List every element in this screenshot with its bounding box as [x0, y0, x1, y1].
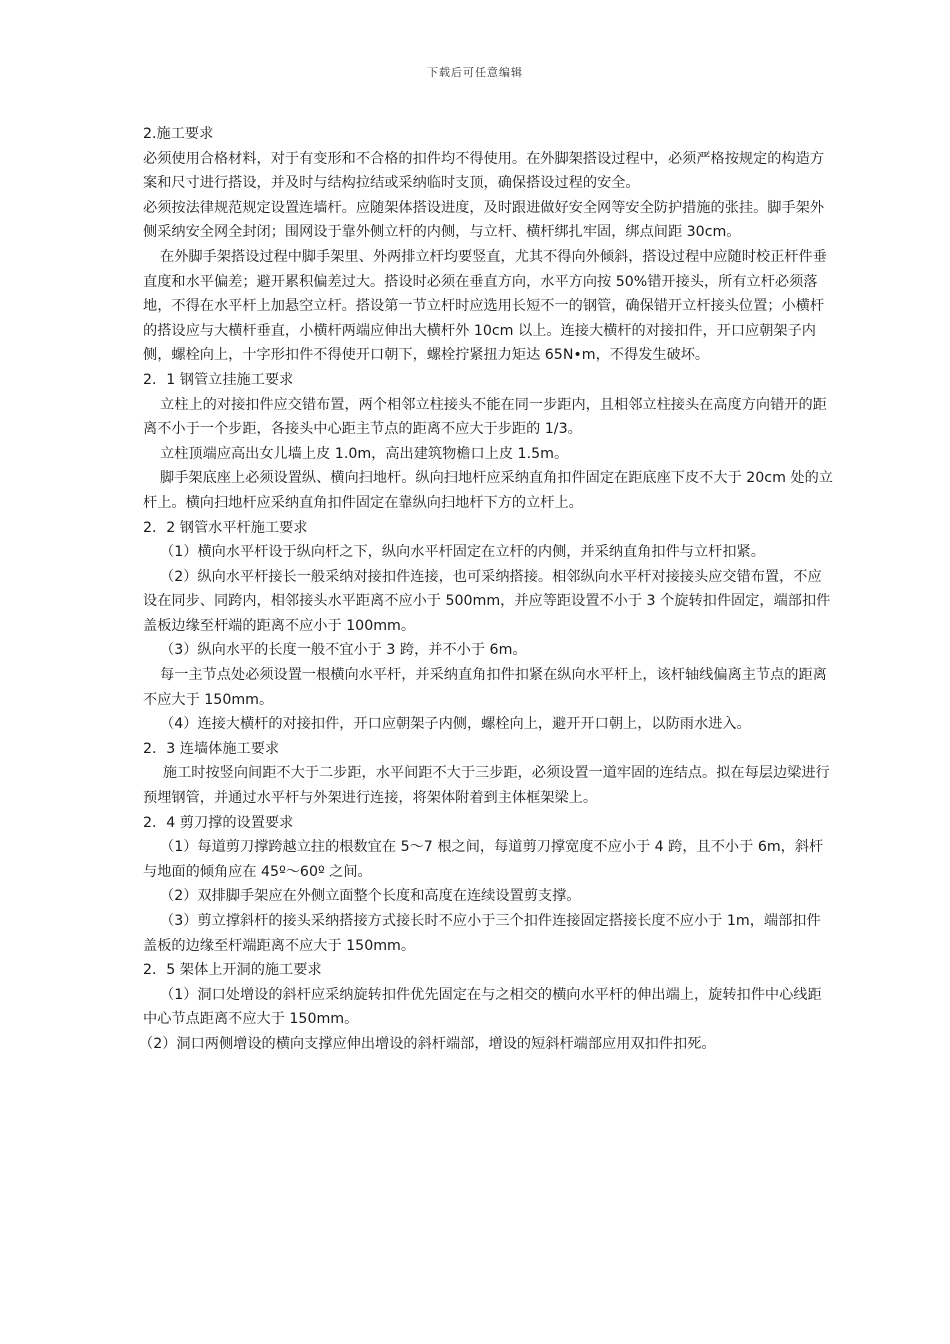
- list-item: （2）双排脚手架应在外侧立面整个长度和高度在连续设置剪支撑。: [160, 888, 581, 905]
- section-heading: 2．1 钢管立挂施工要求: [143, 371, 294, 388]
- list-item: （4）连接大横杆的对接扣件，开口应朝架子内侧，螺栓向上，避开开口朝上，以防雨水进入。: [160, 716, 751, 733]
- list-item: （2）纵向水平杆接长一般采纳对接扣件连接，也可采纳搭接。相邻纵向水平杆对接接头应交错布置，不应设在同步、同跨内，相邻接头水平距离不应小于 500mm，并应等距设置不小于 3 个旋转扣件固定，端部扣件盖板边缘至杆端的距离不应小于 100mm。: [143, 568, 831, 634]
- section-heading: 2．2 钢管水平杆施工要求: [143, 519, 308, 536]
- list-item: （1）每道剪刀撑跨越立拄的根数宜在 5～7 根之间，每道剪刀撑宽度不应小于 4 跨，且不小于 6m，斜杆与地面的倾角应在 45º～60º 之间。: [143, 839, 824, 880]
- document-body: [139, 122, 833, 1057]
- paragraph: 施工时按竖向间距不大于二步距，水平间距不大于三步距，必须设置一道牢固的连结点。拟在每层边梁进行预埋钢管，并通过水平杆与外架进行连接，将架体附着到主体框架梁上。: [143, 765, 830, 807]
- paragraph: 在外脚手架搭设过程中脚手架里、外两排立杆均要竖直，尤其不得向外倾斜，搭设过程中应随时校正杆件垂直度和水平偏差；避开累积偏差过大。搭设时必须在垂直方向，水平方向按 50%错开接头，所有立杆必须落地，不得在水平杆上加悬空立杆。搭设第一节立杆时应选用长短不一的钢管，确保错开立杆接头位置；小横杆的搭设应与大横杆垂直，小横杆两端应伸出大横杆外 10cm 以上。连接大横杆的对接扣件，开口应朝架子内侧，螺栓向上，十字形扣件不得使开口朝下，螺栓拧紧扭力矩达 65N•m，不得发生破坏。: [143, 248, 827, 364]
- paragraph: 立柱上的对接扣件应交错布置，两个相邻立柱接头不能在同一步距内，且相邻立柱接头在高度方向错开的距离不小于一个步距，各接头中心距主节点的距离不应大于步距的 1/3。: [143, 396, 827, 438]
- paragraph: 脚手架底座上必须设置纵、横向扫地杆。纵向扫地杆应采纳直角扣件固定在距底座下皮不大于 20cm 处的立杆上。横向扫地杆应采纳直角扣件固定在靠纵向扫地杆下方的立杆上。: [143, 470, 833, 511]
- paragraph: 立柱顶端应高出女儿墙上皮 1.0m，高出建筑物檐口上皮 1.5m。: [160, 445, 569, 462]
- section-heading: 2.施工要求: [143, 126, 214, 142]
- list-item: （2）洞口两侧增设的横向支撑应伸出增设的斜杆端部，增设的短斜杆端部应用双扣件扣死。: [139, 1035, 716, 1052]
- list-item: （3）剪立撑斜杆的接头采纳搭接方式接长时不应小于三个扣件连接固定搭接长度不应小于 1m，端部扣件盖板的边缘至杆端距离不应大于 150mm。: [143, 913, 821, 954]
- page-header: 下载后可任意编辑: [427, 66, 523, 79]
- section-heading: 2．4 剪刀撑的设置要求: [143, 814, 294, 831]
- list-item: （1）横向水平杆设于纵向杆之下，纵向水平杆固定在立杆的内侧，并采纳直角扣件与立杆扣紧。: [160, 544, 765, 561]
- paragraph: 必须使用合格材料，对于有变形和不合格的扣件均不得使用。在外脚架搭设过程中，必须严格按规定的构造方案和尺寸进行搭设，并及时与结构拉结或采纳临时支顶，确保搭设过程的安全。: [143, 150, 825, 192]
- paragraph: 每一主节点处必须设置一根横向水平杆，并采纳直角扣件扣紧在纵向水平杆上，该杆轴线偏离主节点的距离不应大于 150mm。: [143, 667, 827, 708]
- section-heading: 2．5 架体上开洞的施工要求: [143, 962, 322, 979]
- list-item: （1）洞口处增设的斜杆应采纳旋转扣件优先固定在与之相交的横向水平杆的伸出端上，旋转扣件中心线距中心节点距离不应大于 150mm。: [143, 986, 822, 1028]
- list-item: （3）纵向水平的长度一般不宜小于 3 跨，并不小于 6m。: [160, 642, 527, 659]
- section-heading: 2．3 连墙体施工要求: [143, 740, 280, 757]
- paragraph: 必须按法律规范规定设置连墙杆。应随架体搭设进度，及时跟进做好安全网等安全防护措施的张挂。脚手架外侧采纳安全网全封闭；围网设于靠外侧立杆的内侧，与立杆、横杆绑扎牢固，绑点间距 30cm。: [143, 199, 825, 241]
